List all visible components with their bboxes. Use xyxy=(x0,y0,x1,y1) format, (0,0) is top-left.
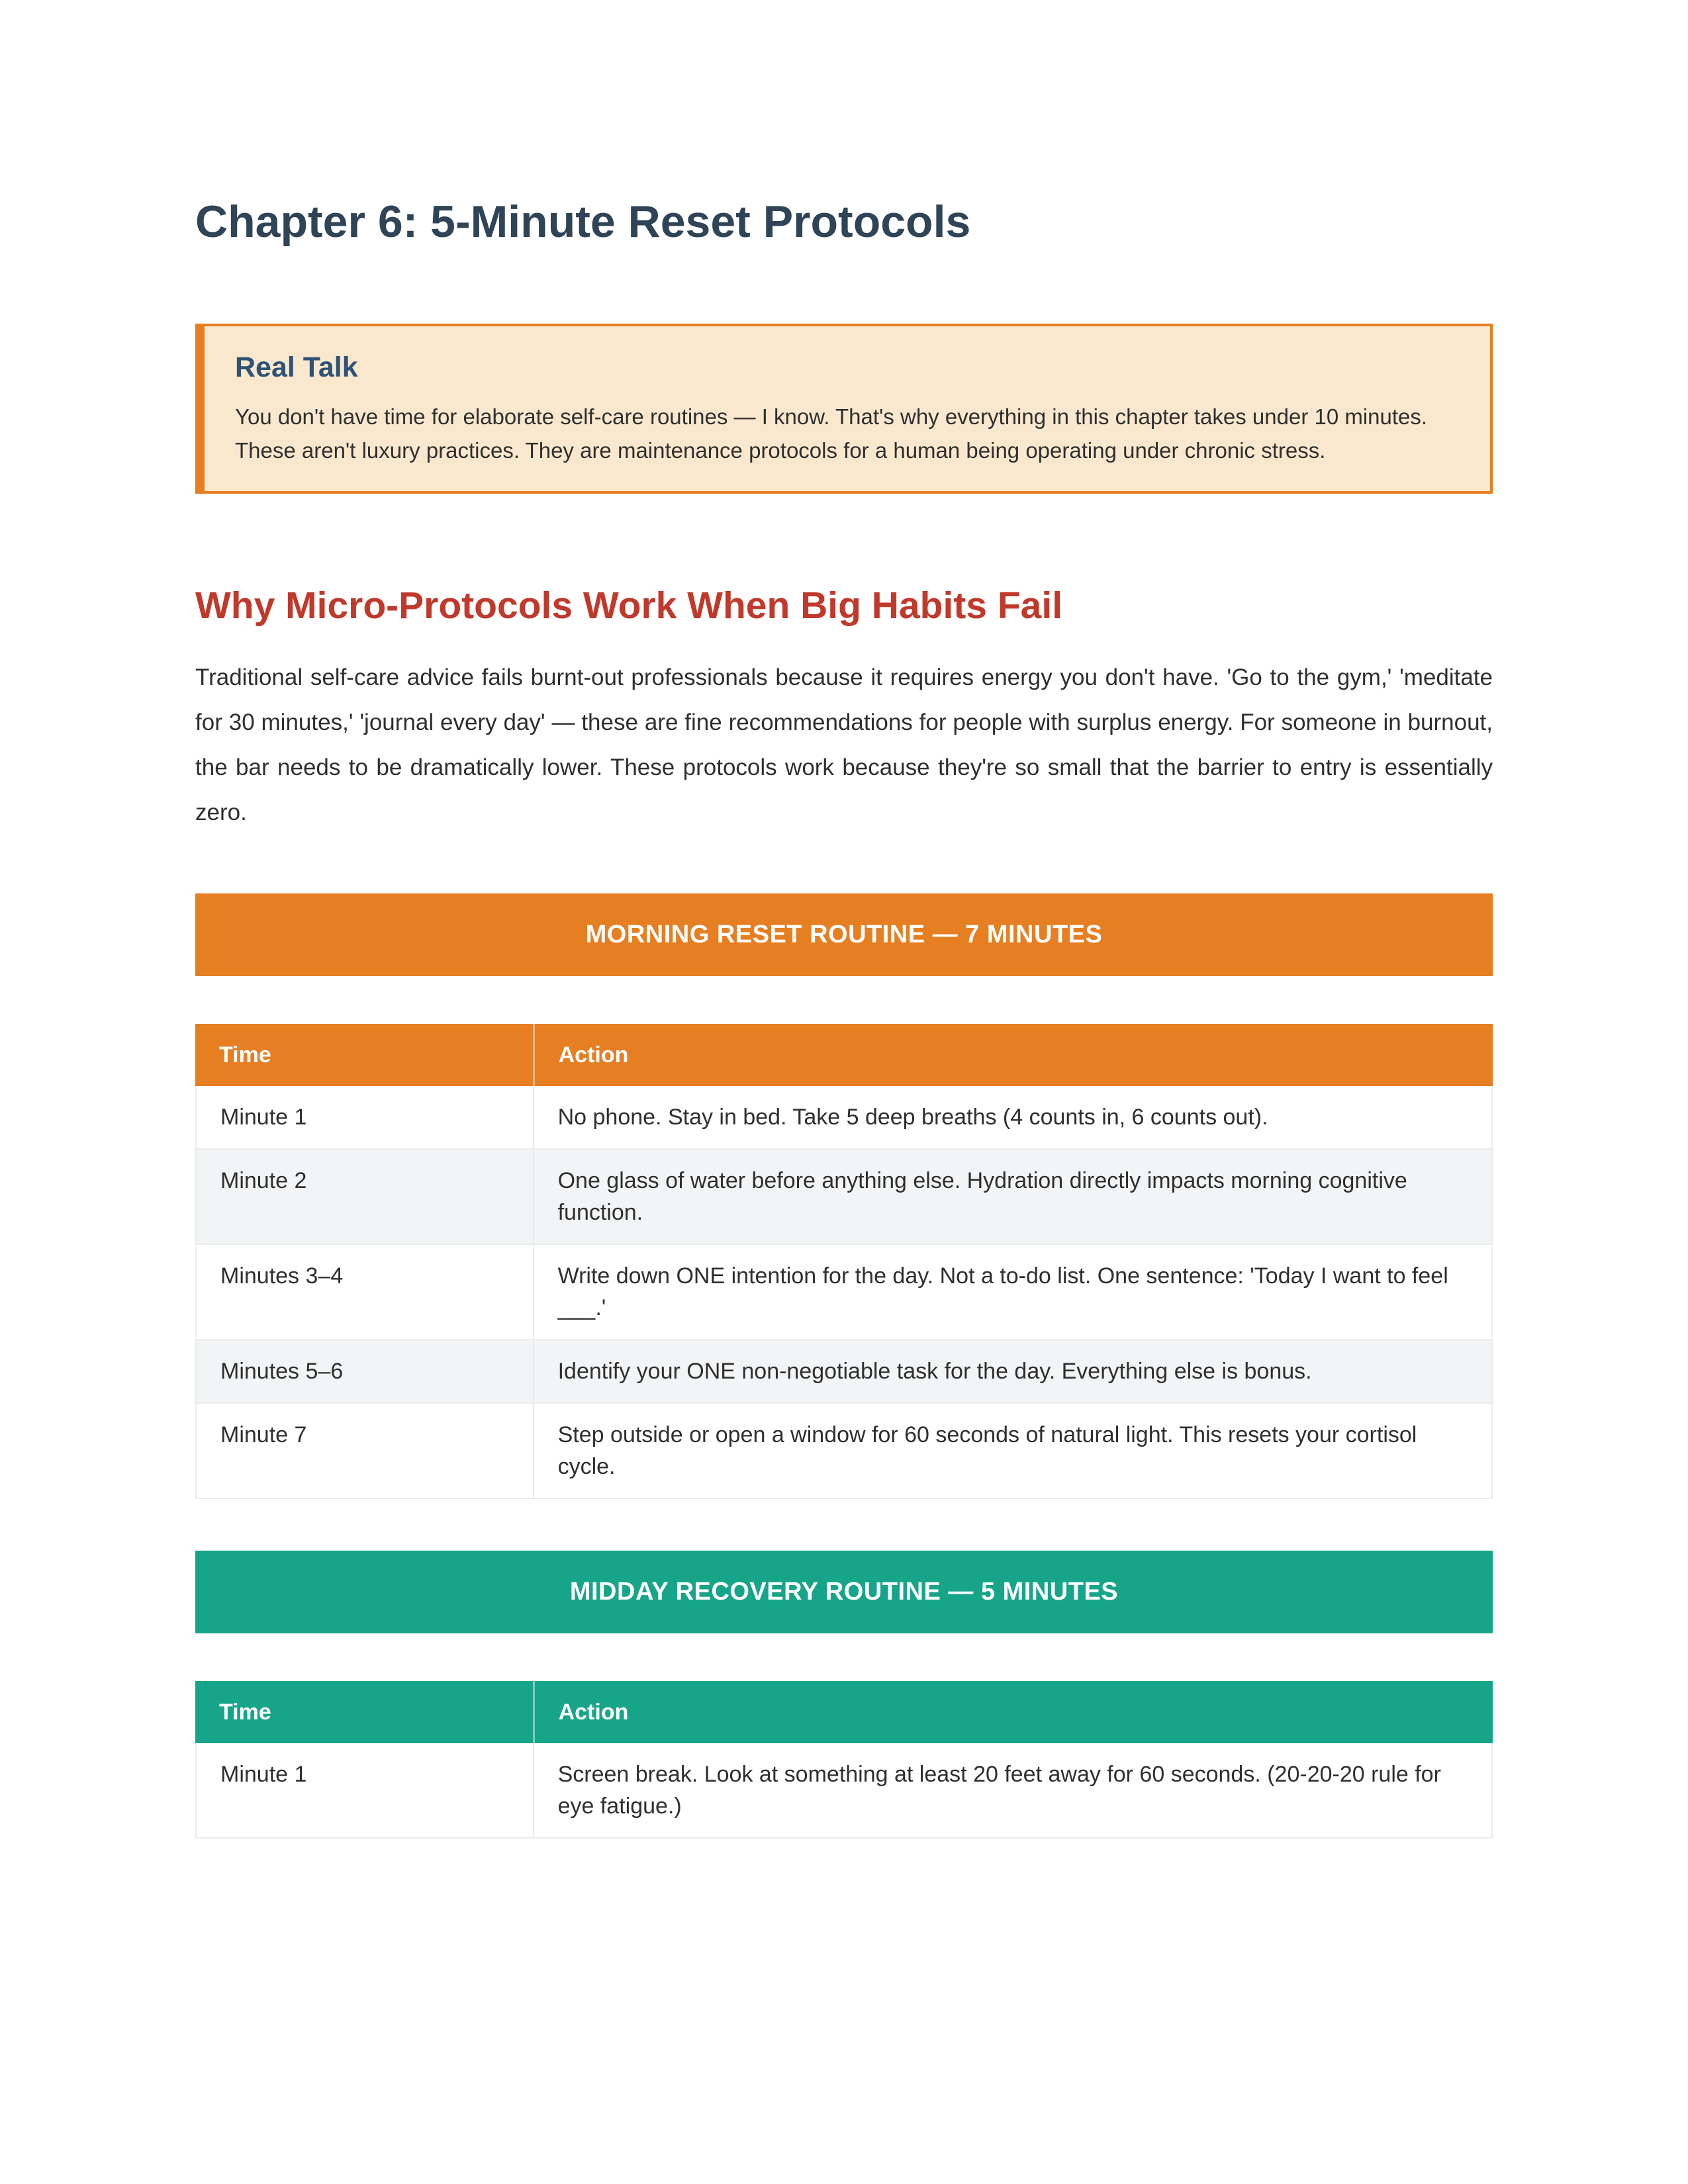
section-body: Traditional self-care advice fails burnt-out professionals because it requires energy you don't have. 'Go to the gym,' 'meditate for 30 minutes,' 'journal every day' — these are fine recommendations for people with surplus energy. For someone in burnout, the bar needs to be dramatically lower. These protocols work because they're so small that the barrier to entry is essentially zero. xyxy=(195,664,1493,825)
morning-routine-banner: MORNING RESET ROUTINE — 7 MINUTES xyxy=(195,893,1493,976)
table-header-row xyxy=(195,1681,1493,1743)
midday-routine-table xyxy=(195,1681,1493,1839)
section-heading: Why Micro-Protocols Work When Big Habits Fail xyxy=(195,584,1063,627)
time-header-cell: Time xyxy=(195,1681,533,1743)
table-row xyxy=(195,1150,1493,1245)
table-row xyxy=(195,1340,1493,1404)
table-header-row xyxy=(195,1024,1493,1086)
time-header-cell: Time xyxy=(195,1024,533,1086)
page-title: Chapter 6: 5-Minute Reset Protocols xyxy=(195,197,971,247)
table-row xyxy=(195,1086,1493,1150)
action-cell: One glass of water before anything else. Hydration directly impacts morning cognitive function. xyxy=(533,1150,1493,1245)
morning-routine-table xyxy=(195,1024,1493,1499)
time-cell: Minutes 3–4 xyxy=(195,1245,533,1340)
action-cell: Identify your ONE non-negotiable task for the day. Everything else is bonus. xyxy=(533,1340,1493,1404)
action-cell: Screen break. Look at something at least 20 feet away for 60 seconds. (20-20-20 rule for eye fatigue.) xyxy=(533,1743,1493,1839)
action-cell: Step outside or open a window for 60 seconds of natural light. This resets your cortisol cycle. xyxy=(533,1404,1493,1499)
real-talk-callout xyxy=(195,324,1493,494)
action-cell: Write down ONE intention for the day. Not a to-do list. One sentence: 'Today I want to feel ___.' xyxy=(533,1245,1493,1340)
time-cell: Minute 2 xyxy=(195,1150,533,1245)
table-row xyxy=(195,1245,1493,1340)
action-header-cell: Action xyxy=(533,1681,1493,1743)
action-cell: No phone. Stay in bed. Take 5 deep breaths (4 counts in, 6 counts out). xyxy=(533,1086,1493,1150)
midday-routine-banner: MIDDAY RECOVERY ROUTINE — 5 MINUTES xyxy=(195,1551,1493,1633)
time-cell: Minutes 5–6 xyxy=(195,1340,533,1404)
action-header-cell: Action xyxy=(533,1024,1493,1086)
table-row xyxy=(195,1743,1493,1839)
time-cell: Minute 7 xyxy=(195,1404,533,1499)
time-cell: Minute 1 xyxy=(195,1086,533,1150)
time-cell: Minute 1 xyxy=(195,1743,533,1839)
callout-body: You don't have time for elaborate self-care routines — I know. That's why everything in this chapter takes under 10 minutes. These aren't luxury practices. They are maintenance protocols for a human being operating under chronic stress. xyxy=(235,404,1428,463)
callout-heading: Real Talk xyxy=(235,351,358,383)
table-row xyxy=(195,1404,1493,1499)
